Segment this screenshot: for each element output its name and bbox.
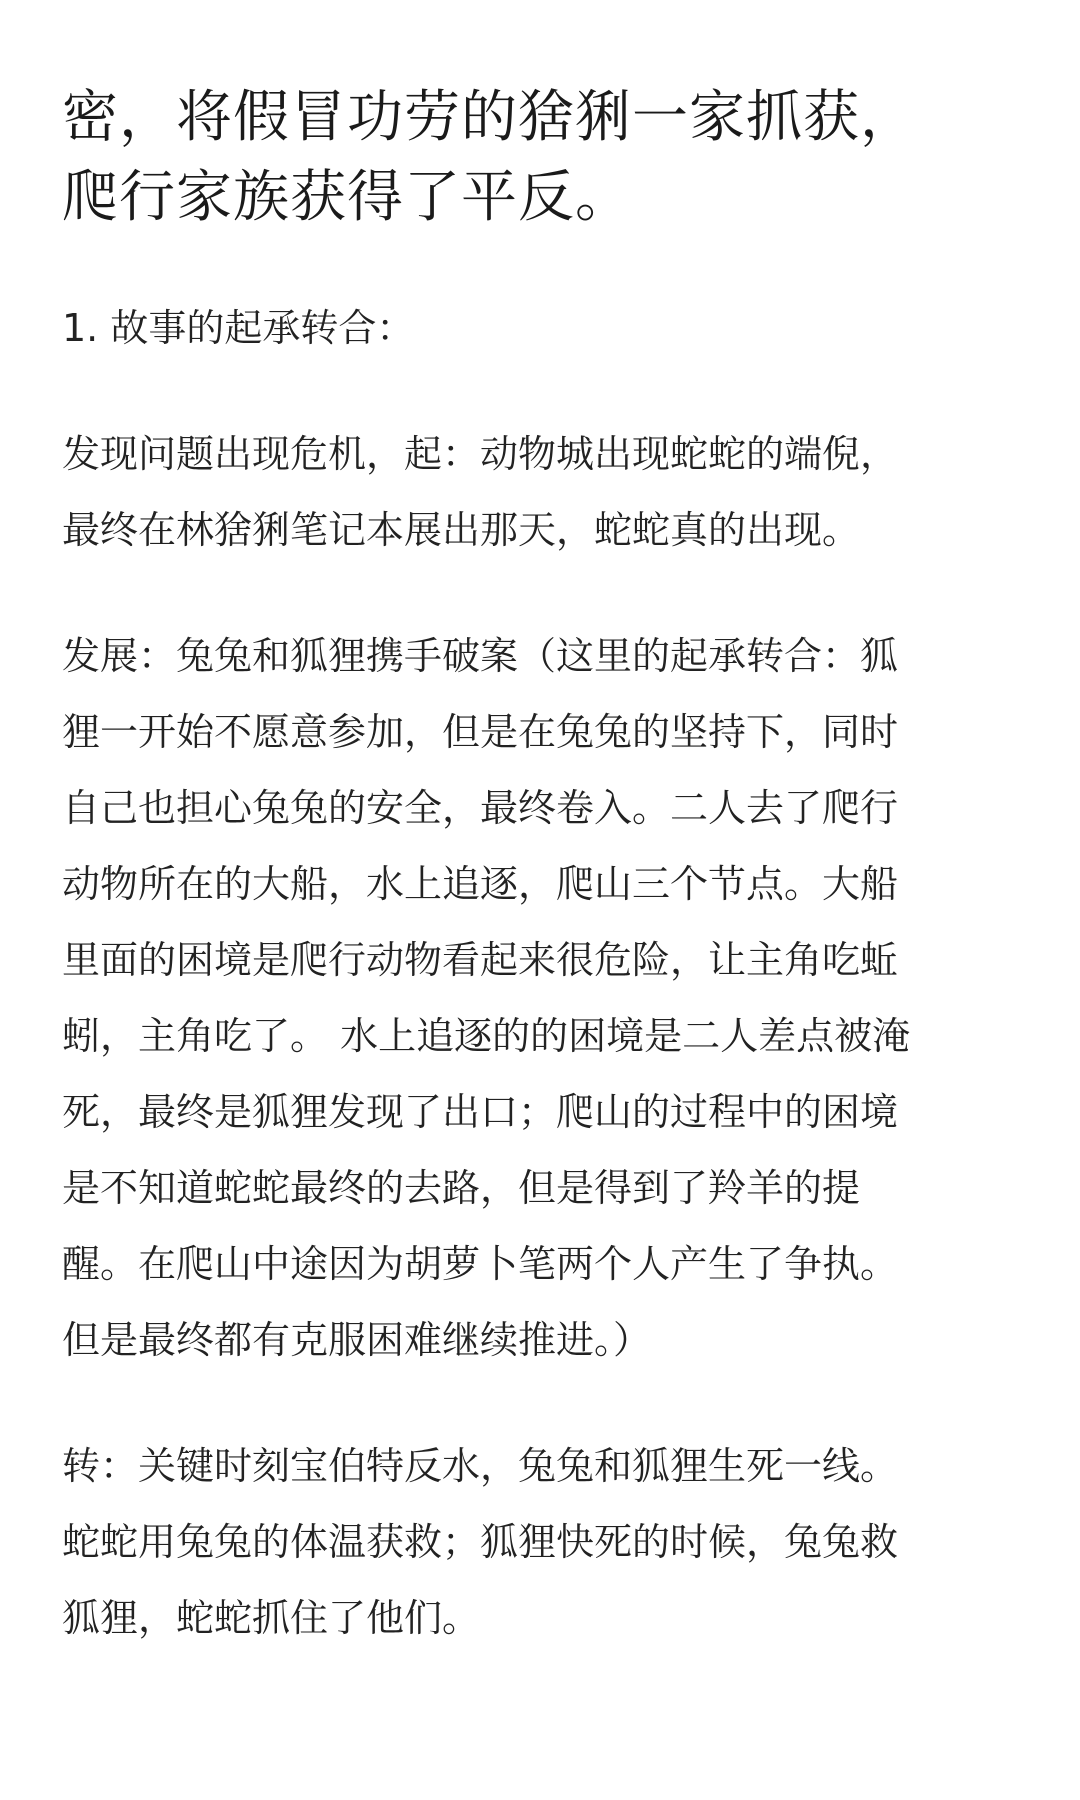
paragraph-line: 蚓，主角吃了。 水上追逐的的困境是二人差点被淹 xyxy=(62,1014,911,1058)
section-title-text: 1. 故事的起承转合： xyxy=(62,306,415,350)
paragraph-line: 自己也担心兔兔的安全，最终卷入。二人去了爬行 xyxy=(62,786,899,830)
paragraph-line: 醒。在爬山中途因为胡萝卜笔两个人产生了争执。 xyxy=(62,1242,899,1286)
heading-line: 爬行家族获得了平反。 xyxy=(62,165,632,230)
paragraph-line: 蛇蛇用兔兔的体温获救；狐狸快死的时候，兔兔救 xyxy=(62,1520,899,1564)
section-title xyxy=(62,290,1022,366)
article-heading xyxy=(62,78,1022,238)
paragraph-line: 发展：兔兔和狐狸携手破案（这里的起承转合：狐 xyxy=(62,634,899,678)
paragraph-line: 是不知道蛇蛇最终的去路，但是得到了羚羊的提 xyxy=(62,1166,861,1210)
paragraph-line: 死，最终是狐狸发现了出口；爬山的过程中的困境 xyxy=(62,1090,899,1134)
paragraph-development xyxy=(62,618,1022,1378)
paragraph-turn xyxy=(62,1428,1022,1656)
paragraph-rise xyxy=(62,416,1022,568)
paragraph-line: 但是最终都有克服困难继续推进。） xyxy=(62,1318,652,1362)
article xyxy=(62,78,1022,1656)
paragraph-line: 发现问题出现危机，起：动物城出现蛇蛇的端倪， xyxy=(62,432,899,476)
paragraph-line: 动物所在的大船，水上追逐，爬山三个节点。大船 xyxy=(62,862,899,906)
paragraph-line: 转：关键时刻宝伯特反水，兔兔和狐狸生死一线。 xyxy=(62,1444,899,1488)
paragraph-line: 狸一开始不愿意参加，但是在兔兔的坚持下，同时 xyxy=(62,710,899,754)
paragraph-line: 最终在林猞猁笔记本展出那天，蛇蛇真的出现。 xyxy=(62,508,861,552)
heading-line: 密，将假冒功劳的猞猁一家抓获， xyxy=(62,85,917,150)
paragraph-line: 狐狸，蛇蛇抓住了他们。 xyxy=(62,1596,481,1640)
paragraph-line: 里面的困境是爬行动物看起来很危险，让主角吃蚯 xyxy=(62,938,899,982)
